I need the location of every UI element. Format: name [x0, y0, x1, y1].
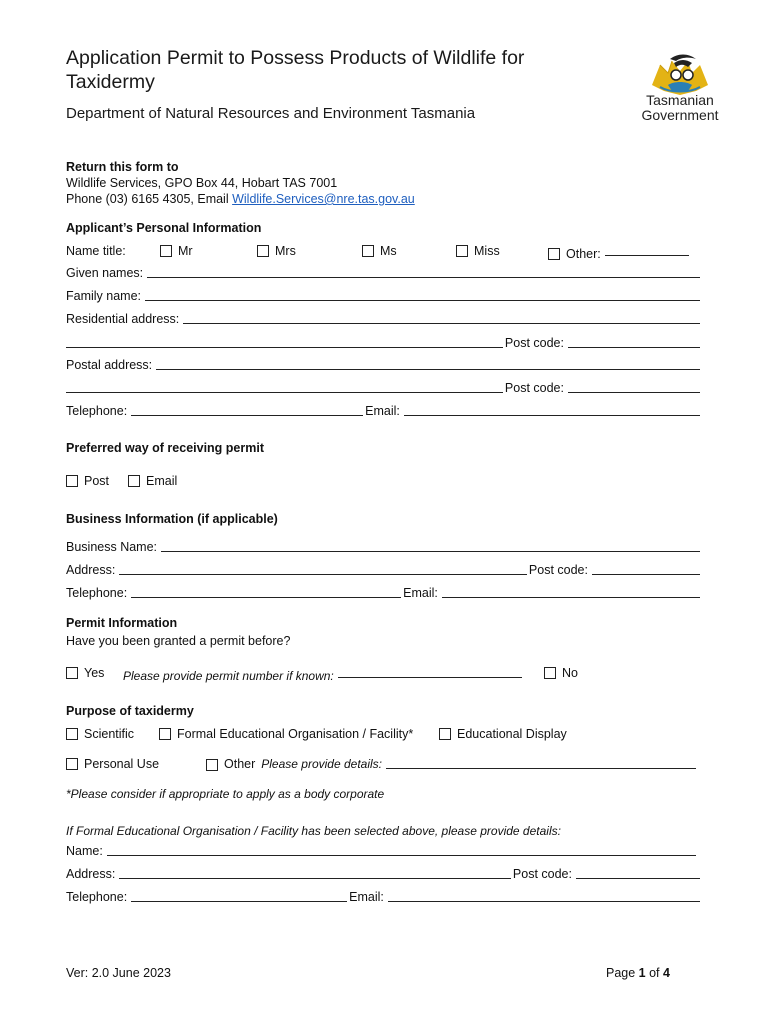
personal-heading: Applicant’s Personal Information — [66, 221, 262, 235]
checkbox[interactable] — [66, 475, 78, 487]
other-title-field[interactable] — [605, 244, 689, 256]
business-email-field[interactable] — [442, 586, 700, 598]
formal-address-row — [66, 867, 702, 881]
family-name-row — [66, 289, 702, 303]
formal-name-label: Name: — [66, 844, 103, 858]
purpose-option-other-checkbox[interactable] — [206, 759, 218, 771]
business-heading: Business Information (if applicable) — [66, 512, 278, 526]
formal-telephone-row — [66, 890, 702, 904]
given-names-label: Given names: — [66, 266, 144, 280]
formal-telephone-field[interactable] — [131, 890, 347, 902]
name-title-label: Name title: — [66, 244, 126, 258]
business-name-row — [66, 540, 702, 554]
telephone-label: Telephone: — [66, 404, 128, 418]
business-telephone-field[interactable] — [131, 586, 401, 598]
checkbox[interactable] — [362, 245, 374, 257]
business-telephone-row — [66, 586, 702, 600]
residential-post-code-field[interactable] — [568, 336, 700, 348]
telephone-field[interactable] — [131, 404, 363, 416]
formal-name-field[interactable] — [107, 844, 696, 856]
title-option-ms[interactable]: Ms — [362, 244, 397, 258]
email-label: Email: — [365, 404, 400, 418]
email-field[interactable] — [404, 404, 700, 416]
business-address-label: Address: — [66, 563, 116, 577]
permit-number-field[interactable] — [338, 666, 522, 678]
formal-email-label: Email: — [349, 890, 384, 904]
title-option-other[interactable]: Other: — [548, 244, 691, 261]
residential-address-row-2 — [66, 336, 702, 350]
postal-address-field-2[interactable] — [66, 381, 503, 393]
logo-text-line2: Government — [641, 107, 719, 123]
telephone-email-row — [66, 404, 702, 418]
purpose-other-label: Other — [224, 757, 256, 771]
purpose-option-personal[interactable]: Personal Use — [66, 757, 159, 771]
family-name-label: Family name: — [66, 289, 142, 303]
permit-heading: Permit Information — [66, 616, 178, 630]
residential-address-field-2[interactable] — [66, 336, 503, 348]
checkbox[interactable] — [128, 475, 140, 487]
title-option-mr[interactable]: Mr — [160, 244, 193, 258]
business-name-field[interactable] — [161, 540, 700, 552]
logo-text-line1: Tasmanian — [646, 92, 714, 108]
checkbox[interactable] — [159, 728, 171, 740]
residential-address-row — [66, 312, 702, 326]
title-option-mrs[interactable]: Mrs — [257, 244, 296, 258]
checkbox[interactable] — [66, 728, 78, 740]
checkbox[interactable] — [544, 667, 556, 679]
business-email-label: Email: — [403, 586, 438, 600]
formal-email-field[interactable] — [388, 890, 700, 902]
checkbox[interactable] — [66, 758, 78, 770]
return-heading: Return this form to — [66, 160, 179, 174]
business-address-field[interactable] — [119, 563, 527, 575]
version-label: Ver: 2.0 June 2023 — [66, 966, 171, 980]
business-address-row — [66, 563, 702, 577]
formal-telephone-label: Telephone: — [66, 890, 128, 904]
purpose-option-display[interactable]: Educational Display — [439, 727, 567, 741]
purpose-other-row — [206, 757, 698, 771]
preferred-heading: Preferred way of receiving permit — [66, 441, 264, 455]
postal-address-label: Postal address: — [66, 358, 153, 372]
department-subtitle: Department of Natural Resources and Environment Tasmania — [66, 105, 476, 122]
checkbox[interactable] — [456, 245, 468, 257]
business-telephone-label: Telephone: — [66, 586, 128, 600]
title-option-miss[interactable]: Miss — [456, 244, 500, 258]
business-post-code-label: Post code: — [528, 563, 588, 577]
family-name-field[interactable] — [145, 289, 700, 301]
business-name-label: Business Name: — [66, 540, 158, 554]
given-names-field[interactable] — [147, 266, 700, 278]
purpose-option-scientific[interactable]: Scientific — [66, 727, 134, 741]
post-code-label: Post code: — [504, 381, 564, 395]
residential-address-label: Residential address: — [66, 312, 180, 326]
return-email-link[interactable]: Wildlife.Services@nre.tas.gov.au — [232, 192, 415, 206]
business-post-code-field[interactable] — [592, 563, 700, 575]
return-phone: Phone (03) 6165 4305, Email — [66, 192, 233, 206]
formal-post-code-field[interactable] — [576, 867, 700, 879]
permit-number-note: Please provide permit number if known: — [123, 666, 524, 683]
postal-address-row-2 — [66, 381, 702, 395]
purpose-other-field[interactable] — [386, 757, 696, 769]
formal-details-note: If Formal Educational Organisation / Facility has been selected above, please provide details: — [66, 824, 561, 838]
checkbox[interactable] — [439, 728, 451, 740]
purpose-other-note: Please provide details: — [261, 757, 383, 771]
checkbox[interactable] — [66, 667, 78, 679]
checkbox[interactable] — [160, 245, 172, 257]
purpose-option-formal[interactable]: Formal Educational Organisation / Facility* — [159, 727, 413, 741]
postal-address-row — [66, 358, 702, 372]
page-number: Page 1 of 4 — [606, 966, 670, 980]
permit-option-no[interactable]: No — [544, 666, 578, 680]
formal-address-field[interactable] — [119, 867, 511, 879]
purpose-heading: Purpose of taxidermy — [66, 704, 194, 718]
return-contact — [66, 192, 415, 206]
permit-option-yes[interactable]: Yes — [66, 666, 104, 680]
formal-post-code-label: Post code: — [512, 867, 572, 881]
preferred-option-post[interactable]: Post — [66, 474, 109, 488]
post-code-label: Post code: — [504, 336, 564, 350]
permit-question: Have you been granted a permit before? — [66, 634, 291, 648]
formal-address-label: Address: — [66, 867, 116, 881]
postal-address-field[interactable] — [156, 358, 700, 370]
postal-post-code-field[interactable] — [568, 381, 700, 393]
preferred-option-email[interactable]: Email — [128, 474, 177, 488]
checkbox[interactable] — [548, 248, 560, 260]
return-address: Wildlife Services, GPO Box 44, Hobart TAS 7001 — [66, 176, 338, 190]
body-corporate-footnote: *Please consider if appropriate to apply as a body corporate — [66, 787, 385, 801]
form-title: Application Permit to Possess Products of Wildlife for Taxidermy — [66, 47, 525, 93]
formal-name-row — [66, 844, 698, 858]
residential-address-field[interactable] — [183, 312, 700, 324]
given-names-row — [66, 266, 702, 280]
checkbox[interactable] — [257, 245, 269, 257]
